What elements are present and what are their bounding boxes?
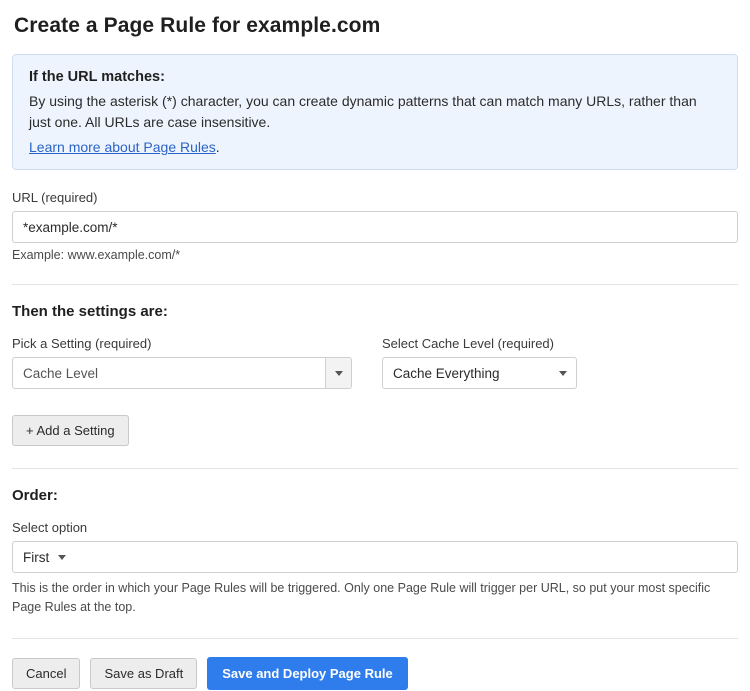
caret-shape	[559, 371, 567, 376]
url-input[interactable]	[12, 211, 738, 243]
chevron-down-icon[interactable]	[325, 358, 351, 388]
divider-footer	[12, 638, 738, 639]
chevron-down-icon[interactable]	[550, 358, 576, 388]
save-as-draft-button[interactable]: Save as Draft	[90, 658, 197, 689]
cache-level-select-wrap	[382, 357, 577, 389]
settings-row	[12, 336, 738, 389]
order-select[interactable]	[12, 541, 738, 573]
cache-level-value: Cache Everything	[393, 365, 500, 381]
save-and-deploy-button[interactable]: Save and Deploy Page Rule	[207, 657, 408, 690]
pick-setting-value: Cache Level	[23, 365, 99, 381]
page-title: Create a Page Rule for example.com	[14, 14, 381, 37]
setting-column	[12, 336, 352, 389]
divider-settings	[12, 284, 738, 285]
cancel-button[interactable]: Cancel	[12, 658, 80, 689]
order-hint: This is the order in which your Page Rules will be triggered. Only one Page Rule will trigger per URL, so put your most specific Page Rules at the top.	[12, 581, 711, 614]
callout-body: By using the asterisk (*) character, you can create dynamic patterns that can match many URLs, rather than just one. All URLs are case insensitive.	[29, 93, 697, 130]
order-select-value: First	[23, 549, 50, 565]
pick-setting-select-wrap	[12, 357, 352, 389]
callout-link-period: .	[215, 139, 220, 156]
pick-setting-select[interactable]	[12, 357, 352, 389]
settings-section-title: Then the settings are:	[12, 303, 168, 321]
add-setting-button[interactable]: + Add a Setting	[12, 415, 129, 446]
cache-level-select[interactable]	[382, 357, 577, 389]
cache-level-label: Select Cache Level (required)	[382, 336, 554, 352]
url-field-hint: Example: www.example.com/*	[12, 248, 181, 263]
divider-order	[12, 468, 738, 469]
order-section-title: Order:	[12, 487, 58, 505]
cache-level-column	[382, 336, 577, 389]
callout-title: If the URL matches:	[29, 69, 165, 85]
pick-setting-label: Pick a Setting (required)	[12, 336, 152, 352]
add-setting-wrap	[12, 415, 738, 446]
url-match-callout	[12, 54, 738, 170]
chevron-down-icon[interactable]	[49, 542, 75, 572]
caret-shape	[58, 555, 66, 560]
url-field-label: URL (required)	[12, 190, 98, 206]
order-select-label: Select option	[12, 520, 88, 536]
callout-link-row	[29, 132, 721, 155]
learn-more-link[interactable]: Learn more about Page Rules	[29, 139, 216, 156]
caret-shape	[335, 371, 343, 376]
form-footer	[12, 657, 738, 690]
